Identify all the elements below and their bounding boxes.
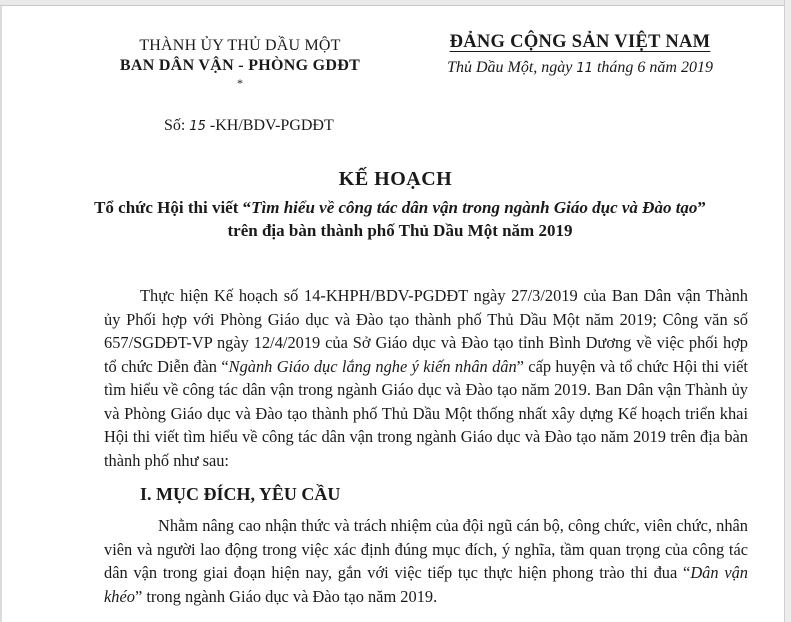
docno-suffix: -KH/BDV-PGDĐT (205, 117, 334, 134)
document-number (164, 116, 334, 137)
intro-paragraph (104, 284, 748, 472)
docno-prefix: Số: (164, 117, 190, 134)
section-italic: Dân vận khéo (104, 563, 748, 606)
section-paragraph (104, 514, 748, 608)
document-subtitle (60, 196, 740, 242)
section-heading: I. MỤC ĐÍCH, YÊU CẦU (140, 484, 341, 504)
subtitle-suffix: ” (697, 198, 706, 217)
intro-italic: Ngành Giáo dục lắng nghe ý kiến nhân dân (228, 356, 517, 376)
subtitle-line-2: trên địa bàn thành phố Thủ Dầu Một năm 2019 (227, 221, 573, 240)
date-prefix: Thủ Dầu Một, ngày (447, 59, 577, 76)
star-mark: * (237, 76, 243, 90)
party-name: ĐẢNG CỘNG SẢN VIỆT NAM (449, 32, 711, 52)
org-line-2: BAN DÂN VẬN - PHÒNG GDĐT (119, 57, 361, 74)
place-date (420, 58, 740, 79)
document-title: KẾ HOẠCH (338, 168, 453, 190)
intro-part-1: Thực hiện Kế hoạch số 14-KHPH/BDV-PGDĐT ngày 27/3/2019 của Ban Dân vận Thành ủy Phối hợp với Phòng Giáo dục và Đào tạo thành phố Thủ Dầu Một năm 2019; Công văn số 657/SGDĐT-VP ngày 12/4/2019 của Sở Giáo dục và Đào tạo tỉnh Bình Dương về việc phối hợp tổ chức Diễn đàn “ (104, 286, 748, 376)
date-day: 11 (576, 61, 593, 76)
issuing-organization (100, 36, 380, 88)
section-part-1: Nhằm nâng cao nhận thức và trách nhiệm của đội ngũ cán bộ, công chức, viên chức, nhân viên và người lao động trong việc xác định đúng mục đích, ý nghĩa, tầm quan trọng của công tác dân vận trong giai đoạn hiện nay, gắn với việc tiếp tục thực hiện phong trào thi đua “ (104, 516, 748, 582)
subtitle-prefix: Tổ chức Hội thi viết “ (94, 198, 252, 217)
subtitle-line-1 (60, 196, 740, 219)
intro-part-2: ” cấp huyện và tổ chức Hội thi viết tìm hiểu về công tác dân vận trong ngành Giáo dục và Đào tạo năm 2019. Ban Dân vận Thành ủy và Phòng Giáo dục và Đào tạo thành phố Thủ Dầu Một thống nhất xây dựng Kế hoạch triển khai Hội thi viết tìm hiểu về công tác dân vận trong ngành Giáo dục và Đào tạo năm 2019 trên địa bàn thành phố như sau: (104, 356, 748, 470)
subtitle-quote: Tìm hiểu về công tác dân vận trong ngành Giáo dục và Đào tạo (251, 198, 698, 217)
national-header (420, 30, 740, 79)
org-line-1: THÀNH ỦY THỦ DẦU MỘT (139, 37, 341, 54)
docno-number: 15 (189, 119, 206, 134)
section-part-2: ” trong ngành Giáo dục và Đào tạo năm 2019. (134, 586, 438, 606)
date-suffix: tháng 6 năm 2019 (592, 59, 713, 76)
